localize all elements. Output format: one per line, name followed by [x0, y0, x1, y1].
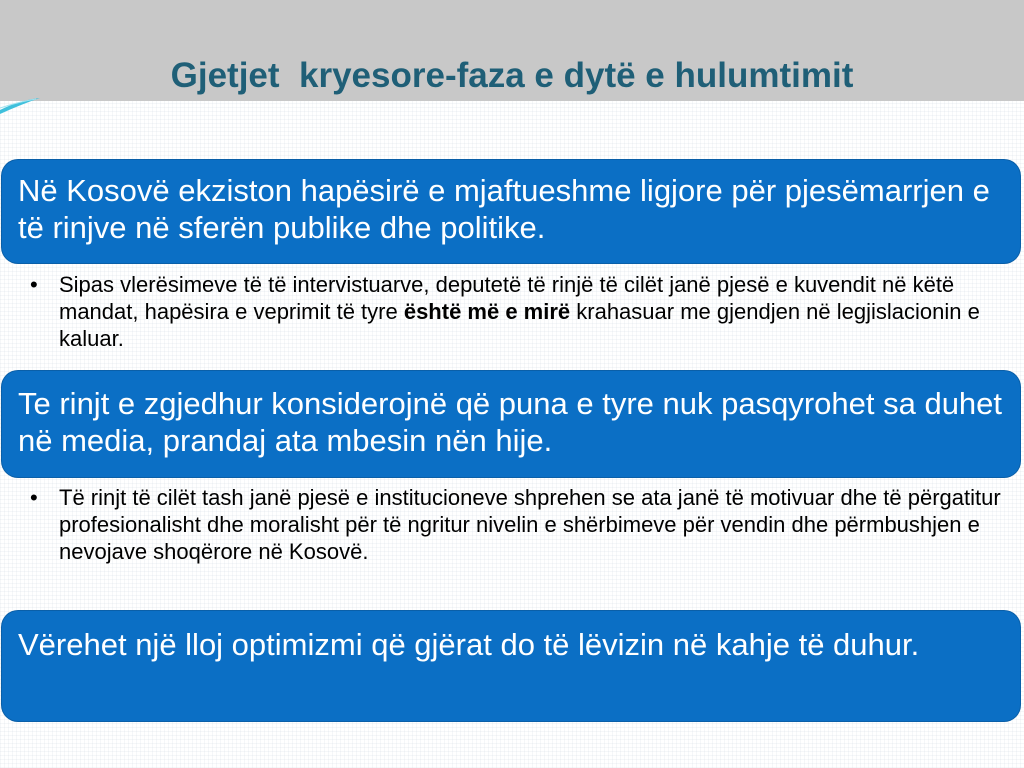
bullet-item-2: [30, 484, 1015, 565]
finding-box-1: [2, 160, 1020, 263]
finding-box-3: [2, 611, 1020, 721]
slide-title: Gjetjet kryesore-faza e dytë e hulumtimit: [170, 56, 854, 95]
bullet-text-continued: krahasuar me gjendjen në legjislacionin e kaluar.: [59, 299, 980, 351]
bullet-text: Sipas vlerësimeve të të intervistuarve, deputetë të rinjë të cilët janë pjesë e kuvendit në këtë mandat, hapësira e veprimit të tyre: [59, 272, 955, 324]
finding-box-1-text: Në Kosovë ekziston hapësirë e mjaftueshme ligjore për pjesëmarrjen e të rinjve në sferën publike dhe politike.: [18, 173, 990, 245]
bullet-marker: •: [30, 272, 38, 297]
decorative-swoosh-icon: [0, 96, 60, 116]
finding-box-2: [2, 371, 1020, 477]
finding-box-2-text: Te rinjt e zgjedhur konsiderojnë që puna e tyre nuk pasqyrohet sa duhet në media, prandaj ata mbesin nën hije.: [18, 386, 1003, 458]
bullet-item-1: [30, 271, 1015, 352]
bullet-marker: •: [30, 485, 38, 510]
bullet-text: Të rinjt të cilët tash janë pjesë e institucioneve shprehen se ata janë të motivuar dhe të përgatitur profesionalisht dhe moralisht për të ngritur nivelin e shërbimeve për vendin dhe përmbushjen e nevojave shoqërore në Kosovë.: [59, 485, 1001, 564]
bullet-list-1: [30, 271, 1015, 352]
finding-box-3-text: Vërehet një lloj optimizmi që gjërat do të lëvizin në kahje të duhur.: [18, 627, 920, 662]
bullet-bold-text: është më e mirë: [403, 299, 571, 324]
bullet-list-2: [30, 484, 1015, 565]
